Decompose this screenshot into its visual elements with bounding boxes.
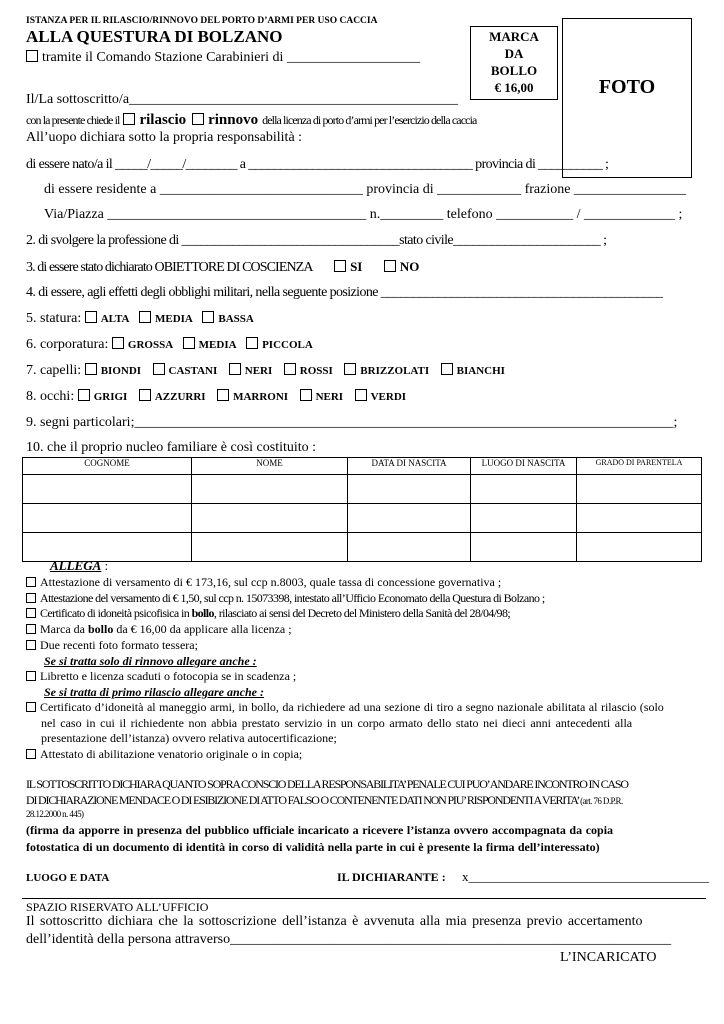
allega-item-maneggio-armi: Certificato d’idoneità al maneggio armi, in bollo, da richiedere ad una sezione di tiro a segno nazionale abilitata al rilascio (solo: [26, 700, 664, 715]
checkbox[interactable]: [26, 640, 36, 650]
checkbox-alta[interactable]: [85, 311, 97, 323]
table-cell[interactable]: [348, 533, 471, 562]
table-cell[interactable]: [192, 504, 348, 533]
allega-item-libretto: Libretto e licenza scaduti o fotocopia se in scadenza ;: [26, 669, 296, 684]
table-cell[interactable]: [577, 533, 702, 562]
item-2-professione: 2. di svolgere la professione di __________________________________stato civile_______________________ ;: [26, 233, 607, 248]
checkbox-rinnovo[interactable]: [192, 113, 204, 125]
item-4-obblighi-militari: 4. di essere, agli effetti degli obblighi militari, nella seguente posizione ____________________________________________: [26, 285, 663, 300]
dichiarante-label: IL DICHIARANTE :: [337, 870, 446, 884]
allega-item-marca: Marca da bollo da € 16,00 da applicare alla licenza ;: [26, 622, 292, 637]
declaration-line-3: 28.12.2000 n. 445): [26, 809, 84, 819]
table-cell[interactable]: [577, 504, 702, 533]
checkbox-grigi[interactable]: [78, 389, 90, 401]
checkbox-brizzolati[interactable]: [344, 363, 356, 375]
sottoscritto-line: Il/La sottoscritto/a_______________________________________________: [26, 92, 459, 107]
table-cell[interactable]: [348, 504, 471, 533]
foto-box: [562, 18, 692, 178]
checkbox-bianchi[interactable]: [441, 363, 453, 375]
form-subtitle: ISTANZA PER IL RILASCIO/RINNOVO DEL PORTO D’ARMI PER USO CACCIA: [26, 16, 378, 26]
office-text-2: dell’identità della persona attraverso_______________________________________________________________: [26, 932, 672, 947]
checkbox-neri[interactable]: [229, 363, 241, 375]
table-cell[interactable]: [348, 475, 471, 504]
item-7-capelli: 7. capelli: BIONDI CASTANI NERI ROSSI BRIZZOLATI BIANCHI: [26, 363, 505, 378]
checkbox-si[interactable]: [334, 260, 346, 272]
table-cell[interactable]: [23, 504, 192, 533]
allega-item-certificato: Certificato di idoneità psicofisica in bollo, rilasciato ai sensi del Decreto del Ministero della Sanità del 28/04/98;: [26, 606, 510, 621]
allega-item-tassa: Attestazione di versamento di € 173,16, sul ccp n.8003, quale tassa di concessione governativa ;: [26, 575, 501, 590]
checkbox-bassa[interactable]: [202, 311, 214, 323]
declaration-line-2: DI DICHIARAZIONE MENDACE O DI ESIBIZIONE DI ATTO FALSO O CONTENENTE DATI NON PIU’ RISPONDENTI A VERITA’ (art. 76 D.P.R.: [26, 793, 623, 807]
checkbox-media[interactable]: [183, 337, 195, 349]
firma-note-2: fotostatica di un documento di identità in corso di validità nella parte in cui è presente la firma dell’interessato): [26, 840, 600, 854]
item-6-corporatura: 6. corporatura: GROSSA MEDIA PICCOLA: [26, 337, 313, 352]
col-cognome: COGNOME: [23, 458, 192, 475]
checkbox-piccola[interactable]: [246, 337, 258, 349]
table-cell[interactable]: [192, 475, 348, 504]
office-heading: SPAZIO RISERVATO ALL’UFFICIO: [26, 900, 209, 914]
checkbox-neri[interactable]: [300, 389, 312, 401]
dichiarante-signature-field[interactable]: x_____________________________________: [462, 869, 709, 884]
table-cell[interactable]: [23, 475, 192, 504]
allega-item-versamento: Attestazione del versamento di € 1,50, sul ccp n. 15073398, intestato all’Ufficio Economato della Questura di Bolzano ;: [26, 591, 545, 606]
checkbox[interactable]: [26, 671, 36, 681]
checkbox[interactable]: [26, 702, 36, 712]
foto-label: FOTO: [598, 76, 656, 98]
col-nome: NOME: [192, 458, 348, 475]
allega-item-maneggio-armi-3: presentazione dell’istanza) ovvero relativa autocertificazione;: [41, 731, 337, 745]
col-data-nascita: DATA DI NASCITA: [348, 458, 471, 475]
table-cell[interactable]: [192, 533, 348, 562]
item-8-occhi: 8. occhi: GRIGI AZZURRI MARRONI NERI VERDI: [26, 389, 407, 404]
table-cell[interactable]: [471, 504, 577, 533]
primo-rilascio-heading: Se si tratta di primo rilascio allegare anche :: [44, 685, 265, 699]
table-cell[interactable]: [471, 533, 577, 562]
checkbox[interactable]: [26, 50, 38, 62]
checkbox[interactable]: [26, 593, 36, 603]
family-table: [22, 457, 702, 562]
checkbox-no[interactable]: [384, 260, 396, 272]
table-row: [23, 504, 702, 533]
checkbox[interactable]: [26, 624, 36, 634]
allega-item-venatorio: Attestato di abilitazione venatorio originale o in copia;: [26, 747, 302, 762]
checkbox[interactable]: [26, 577, 36, 587]
allega-heading: ALLEGA :: [50, 558, 109, 573]
checkbox-rossi[interactable]: [284, 363, 296, 375]
firma-note-1: (firma da apporre in presenza del pubblico ufficiale incaricato a ricevere l’istanza ovvero accompagnata da copia: [26, 823, 614, 837]
rinnovo-heading: Se si tratta solo di rinnovo allegare anche :: [44, 654, 257, 668]
item-9-segni-particolari: 9. segni particolari;_____________________________________________________________________________;: [26, 415, 678, 430]
table-header-row: [23, 458, 702, 475]
office-text-1: Il sottoscritto dichiara che la sottoscrizione dell’istanza è avvenuta alla mia presenza previo accertamento: [26, 914, 643, 929]
item-5-statura: 5. statura: ALTA MEDIA BASSA: [26, 311, 254, 326]
item-3-obiettore: 3. di essere stato dichiarato OBIETTORE DI COSCIENZA SI NO: [26, 259, 420, 275]
table-row: [23, 475, 702, 504]
table-cell[interactable]: [577, 475, 702, 504]
incaricato-label: L’INCARICATO: [560, 950, 657, 965]
checkbox-azzurri[interactable]: [139, 389, 151, 401]
luogo-data-label: LUOGO E DATA: [26, 872, 110, 884]
dichiara-line: All’uopo dichiara sotto la propria responsabilità :: [26, 130, 303, 145]
checkbox-media[interactable]: [139, 311, 151, 323]
divider: [22, 898, 706, 899]
checkbox-rilascio[interactable]: [123, 113, 135, 125]
table-row: [23, 533, 702, 562]
tramite-line: tramite il Comando Stazione Carabinieri di ___________________: [26, 50, 420, 66]
item-1-nascita: di essere nato/a il _____/_____/________ a ___________________________________ provincia di __________ ;: [26, 157, 609, 172]
checkbox[interactable]: [26, 749, 36, 759]
checkbox-biondi[interactable]: [85, 363, 97, 375]
table-cell[interactable]: [471, 475, 577, 504]
item-1-via: Via/Piazza _____________________________________ n._________ telefono ___________ / _____________ ;: [44, 207, 683, 222]
page-title: ALLA QUESTURA DI BOLZANO: [26, 27, 283, 46]
marca-da-bollo-box: MARCA DA BOLLO € 16,00: [470, 26, 558, 100]
checkbox[interactable]: [26, 608, 36, 618]
allega-item-foto: Due recenti foto formato tessera;: [26, 638, 198, 653]
item-1-residenza: di essere residente a _____________________________ provincia di ____________ frazione ________________: [44, 182, 686, 197]
checkbox-castani[interactable]: [153, 363, 165, 375]
checkbox-grossa[interactable]: [112, 337, 124, 349]
chiede-line: con la presente chiede il rilascio rinnovo della licenza di porto d’armi per l’esercizio della caccia: [26, 112, 477, 128]
col-grado-parentela: GRADO DI PARENTELA: [577, 458, 702, 475]
col-luogo-nascita: LUOGO DI NASCITA: [471, 458, 577, 475]
checkbox-verdi[interactable]: [355, 389, 367, 401]
item-10-nucleo-familiare: 10. che il proprio nucleo familiare è così costituito :: [26, 440, 317, 455]
allega-item-maneggio-armi-2: nel caso in cui il richiedente non abbia prestato servizio in un corpo armato dello stato nei dieci anni antecedenti alla: [41, 716, 633, 730]
declaration-line-1: IL SOTTOSCRITTO DICHIARA QUANTO SOPRA CONSCIO DELLA RESPONSABILITA’ PENALE CUI PUO’ ANDARE INCONTRO IN CASO: [26, 777, 628, 791]
checkbox-marroni[interactable]: [217, 389, 229, 401]
